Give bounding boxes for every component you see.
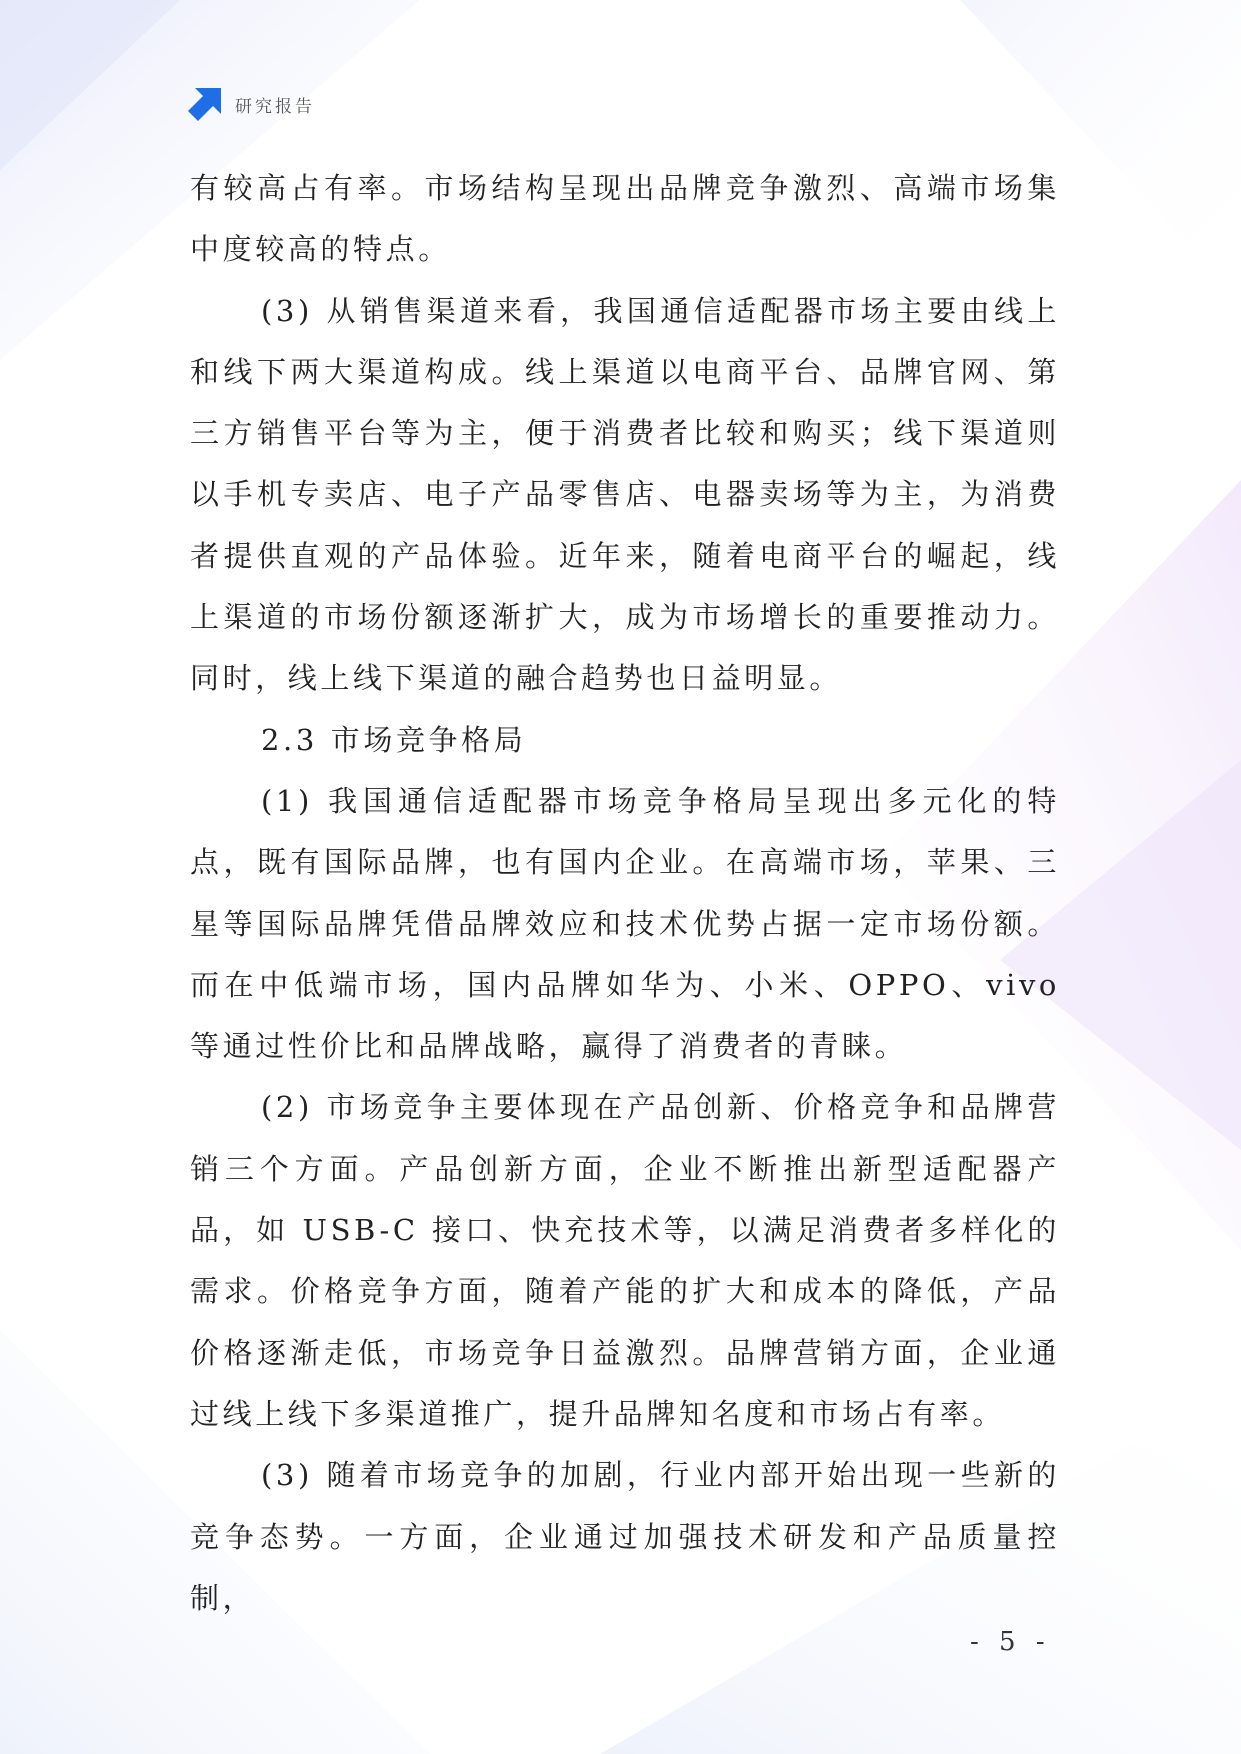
paragraph-sales-channels: (3) 从销售渠道来看，我国通信适配器市场主要由线上和线下两大渠道构成。线上渠道以电商平台、品牌官网、第三方销售平台等为主，便于消费者比较和购买；线下渠道则以手机专卖店、电子产品零售店、电器卖场等为主，为消费者提供直观的产品体验。近年来，随着电商平台的崛起，线上渠道的市场份额逐渐扩大，成为市场增长的重要推动力。同时，线上线下渠道的融合趋势也日益明显。 <box>190 293 1060 696</box>
paragraph-continuation: 有较高占有率。市场结构呈现出品牌竞争激烈、高端市场集中度较高的特点。 <box>190 171 1060 267</box>
report-header <box>187 86 315 122</box>
document-body <box>190 158 1060 1629</box>
arrow-up-right-icon <box>187 86 223 122</box>
paragraph-competition-3: (3) 随着市场竞争的加剧，行业内部开始出现一些新的竞争态势。一方面，企业通过加强技术研发和产品质量控制， <box>190 1458 1060 1615</box>
paragraph-competition-2: (2) 市场竞争主要体现在产品创新、价格竞争和品牌营销三个方面。产品创新方面，企业不断推出新型适配器产品，如 USB-C 接口、快充技术等，以满足消费者多样化的需求。价格竞争方面，随着产能的扩大和成本的降低，产品价格逐渐走低，市场竞争日益激烈。品牌营销方面，企业通过线上线下多渠道推广，提升品牌知名度和市场占有率。 <box>190 1090 1060 1431</box>
paragraph-competition-1: (1) 我国通信适配器市场竞争格局呈现出多元化的特点，既有国际品牌，也有国内企业。在高端市场，苹果、三星等国际品牌凭借品牌效应和技术优势占据一定市场份额。而在中低端市场，国内品牌如华为、小米、OPPO、vivo 等通过性价比和品牌战略，赢得了消费者的青睐。 <box>190 783 1060 1064</box>
section-heading: 2.3 市场竞争格局 <box>261 722 527 757</box>
header-title: 研究报告 <box>235 96 315 117</box>
page-number: - 5 - <box>970 1627 1051 1657</box>
